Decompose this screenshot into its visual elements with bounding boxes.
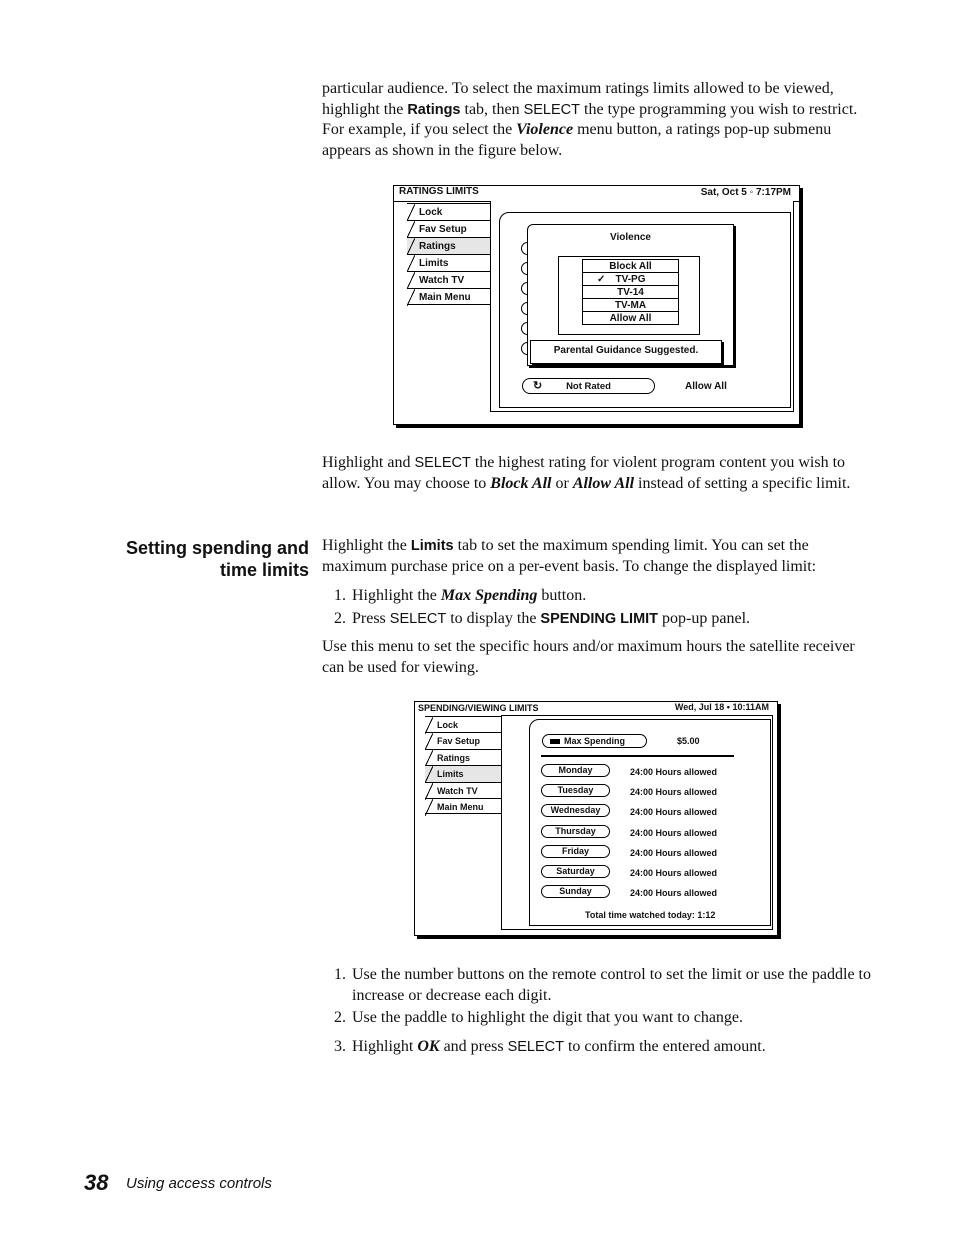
option-allow-all[interactable]: Allow All xyxy=(582,311,679,325)
tab-ratings[interactable]: Ratings xyxy=(425,749,501,765)
day-button-thursday[interactable]: Thursday xyxy=(541,825,610,838)
day-button-saturday[interactable]: Saturday xyxy=(541,865,610,878)
tab-main-menu[interactable]: Main Menu xyxy=(425,798,501,814)
tab-limits[interactable]: Limits xyxy=(425,765,501,782)
checkmark-icon: ✓ xyxy=(597,274,606,285)
day-button-monday[interactable]: Monday xyxy=(541,764,610,777)
final-steps xyxy=(322,965,874,1057)
popup-title: Violence xyxy=(610,232,651,243)
rating-options-list xyxy=(582,260,679,325)
page-number: 38 xyxy=(84,1170,109,1195)
limits-intro-paragraph: Highlight the Limits tab to set the maximum spending limit. You can set the maximum purchase price on a per-event basis. To change the displayed limit: xyxy=(322,537,817,575)
rating-description-box xyxy=(530,340,722,364)
day-hours-allowed: 24:00 Hours allowed xyxy=(630,787,718,798)
viewing-hours-paragraph: Use this menu to set the specific hours and/or maximum hours the satellite receiver can be used for viewing. xyxy=(322,638,855,676)
tab-limits[interactable]: Limits xyxy=(407,254,491,271)
ratings-term: Ratings xyxy=(407,101,461,118)
tab-fav-setup[interactable]: Fav Setup xyxy=(407,220,491,237)
day-button-sunday[interactable]: Sunday xyxy=(541,885,610,898)
option-tv-ma[interactable]: TV-MA xyxy=(582,298,679,312)
tab-watch-tv[interactable]: Watch TV xyxy=(425,782,501,798)
day-hours-allowed: 24:00 Hours allowed xyxy=(630,847,718,858)
refresh-icon: ↻ xyxy=(533,380,543,392)
day-hours-allowed: 24:00 Hours allowed xyxy=(630,767,718,777)
tab-fav-setup[interactable]: Fav Setup xyxy=(425,732,501,749)
section-heading: Setting spending and time limits xyxy=(126,538,309,580)
screen-title: RATINGS LIMITS xyxy=(399,186,479,197)
violence-term: Violence xyxy=(516,121,574,138)
day-hours-allowed: 24:00 Hours allowed xyxy=(630,807,718,818)
step-item: 1. Highlight the Max Spending button. xyxy=(350,586,874,607)
day-button-wednesday[interactable]: Wednesday xyxy=(541,804,610,817)
ratings-limits-screenshot xyxy=(393,185,800,425)
tab-lock[interactable]: Lock xyxy=(407,203,491,220)
step-item: 3. Highlight OK and press SELECT to confirm the entered amount. xyxy=(350,1037,874,1058)
total-time-watched: Total time watched today: 1:12 xyxy=(585,910,716,920)
max-spending-divider xyxy=(541,755,734,757)
day-button-tuesday[interactable]: Tuesday xyxy=(541,784,610,797)
max-spending-value: $5.00 xyxy=(677,736,700,746)
day-hours-allowed: 24:00 Hours allowed xyxy=(630,888,718,899)
tab-lock[interactable]: Lock xyxy=(425,716,501,732)
intro-paragraph: particular audience. To select the maximum ratings limits allowed to be viewed, highlight the Ratings tab, then SELECT the type programming you wish to restrict. For example, if you select the Violence menu button, a ratings pop-up submenu appears as shown in the figure below. xyxy=(322,80,858,159)
max-spending-button[interactable]: Max Spending xyxy=(542,734,647,748)
not-rated-value: Allow All xyxy=(685,381,727,392)
spending-limits-screenshot xyxy=(414,701,778,936)
card-icon xyxy=(550,739,560,744)
separator-dot-icon: ◦ xyxy=(749,187,754,198)
step-item: 2. Use the paddle to highlight the digit that you want to change. xyxy=(350,1008,874,1029)
screen-datetime: Sat, Oct 5 ◦ 7:17PM xyxy=(700,187,791,198)
not-rated-button[interactable]: ↻ Not Rated xyxy=(522,378,655,394)
limits-steps xyxy=(322,586,874,629)
violence-instruction-paragraph: Highlight and SELECT the highest rating for violent program content you wish to allow. You may choose to Block All or Allow All instead of setting a specific limit. xyxy=(322,454,851,492)
step-item: 2. Press SELECT to display the SPENDING LIMIT pop-up panel. xyxy=(350,609,874,630)
day-hours-allowed: 24:00 Hours allowed xyxy=(630,868,718,878)
separator-dot-icon: • xyxy=(726,702,730,712)
option-tv-pg[interactable]: ✓ TV-PG xyxy=(582,272,679,286)
rating-options-box xyxy=(558,256,700,335)
tab-ratings[interactable]: Ratings xyxy=(407,237,491,254)
section-name: Using access controls xyxy=(126,1175,272,1192)
option-block-all[interactable]: Block All xyxy=(582,259,679,273)
ratings-tab-list xyxy=(407,203,491,305)
violence-popup xyxy=(527,224,734,366)
option-tv-14[interactable]: TV-14 xyxy=(582,285,679,299)
rating-description: Parental Guidance Suggested. xyxy=(553,345,699,356)
step-item: 1. Use the number buttons on the remote control to set the limit or use the paddle to increase or decrease each digit. xyxy=(350,965,874,1006)
screen-title: SPENDING/VIEWING LIMITS xyxy=(418,703,539,713)
select-term: SELECT xyxy=(523,101,581,118)
tab-watch-tv[interactable]: Watch TV xyxy=(407,271,491,288)
screen-datetime: Wed, Jul 18 • 10:11AM xyxy=(674,702,769,712)
spending-tab-list xyxy=(425,716,501,814)
tab-main-menu[interactable]: Main Menu xyxy=(407,288,491,305)
day-button-friday[interactable]: Friday xyxy=(541,845,610,858)
day-hours-allowed: 24:00 Hours allowed xyxy=(630,827,718,838)
